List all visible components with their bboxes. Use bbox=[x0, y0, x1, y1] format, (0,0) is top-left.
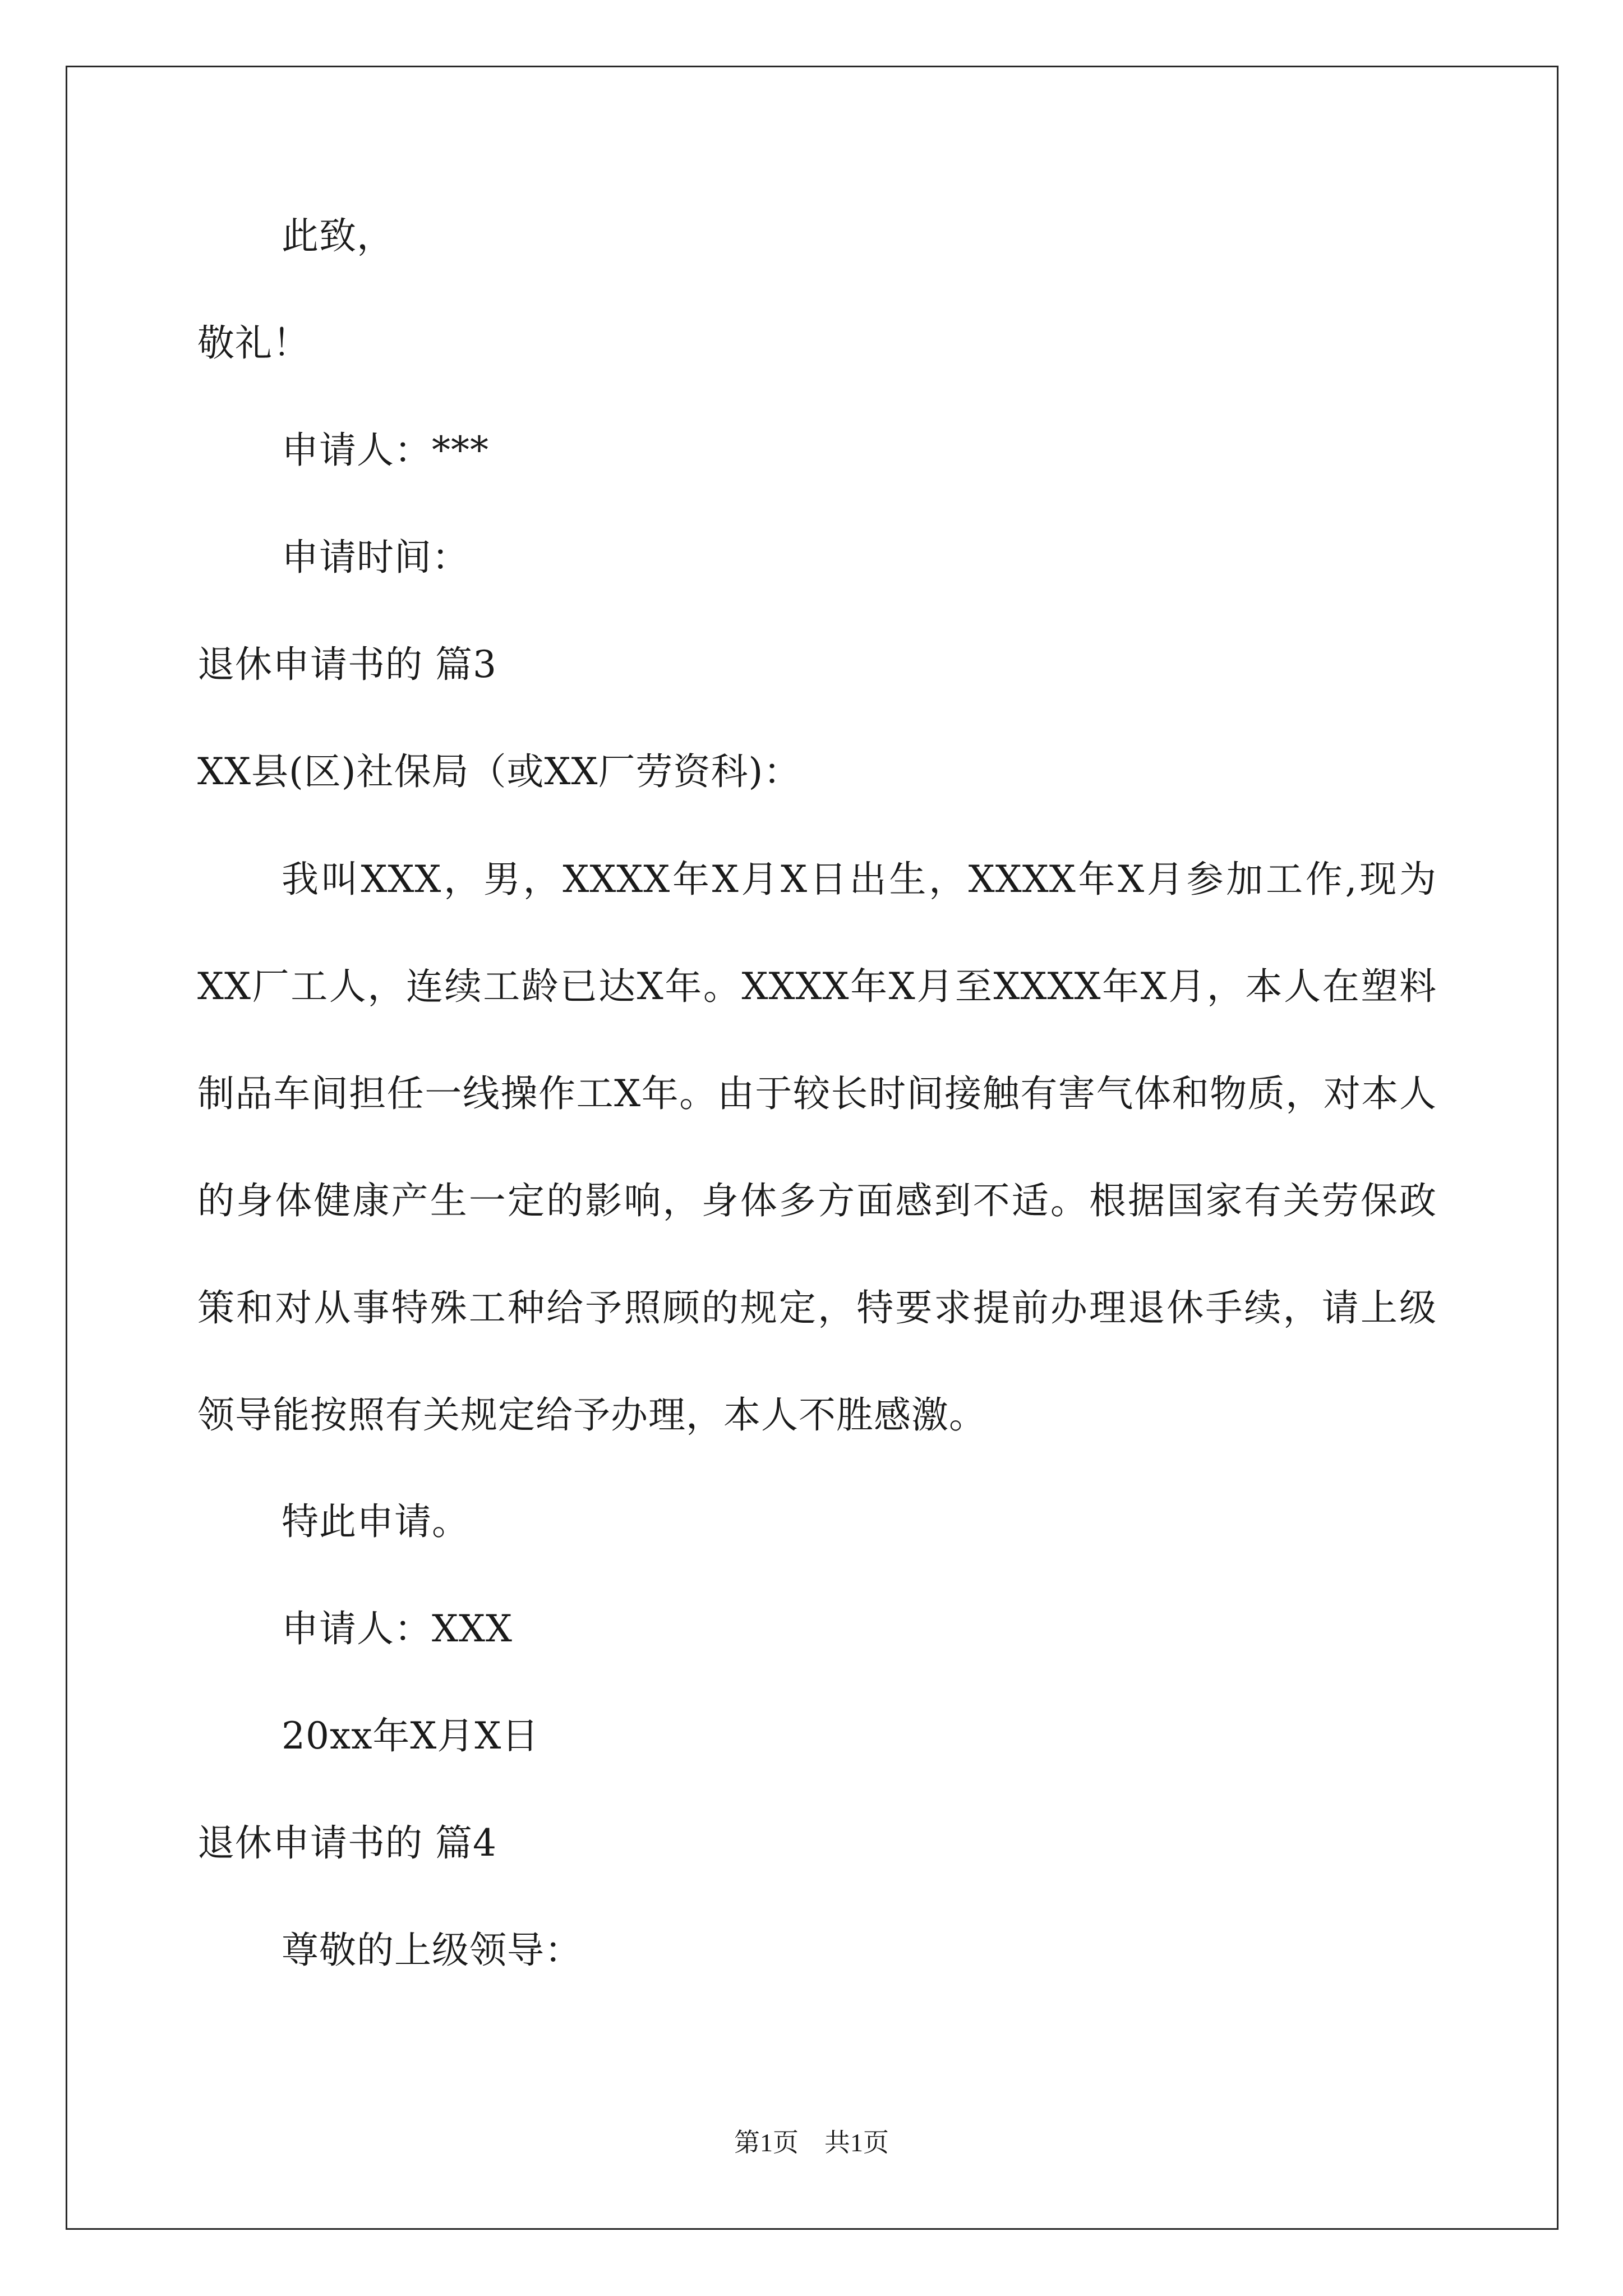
body-paragraph: 我叫XXX，男，XXXX年X月X日出生，XXXX年X月参加工作,现为XX厂工人，连续工龄已达X年。XXXX年X月至XXXX年X月，本人在塑料制品车间担任一线操作工X年。由于较长时间接触有害气体和物质，对本人的身体健康产生一定的影响，身体多方面感到不适。根据国家有关劳保政策和对从事特殊工种给予照顾的规定，特要求提前办理退休手续，请上级领导能按照有关规定给予办理，本人不胜感激。 bbox=[197, 858, 1437, 1437]
applicant-signature-line: 申请人：XXX bbox=[282, 1607, 513, 1650]
section-heading-3: 退休申请书的 篇3 bbox=[197, 643, 497, 686]
applicant-line: 申请人：*** bbox=[282, 429, 489, 472]
salutation-line: 此致， bbox=[282, 214, 394, 257]
greeting-line: 尊敬的上级领导： bbox=[282, 1929, 582, 1972]
addressee-line: XX县(区)社保局（或XX厂劳资科)： bbox=[197, 750, 801, 793]
application-date-line: 申请时间： bbox=[282, 536, 469, 579]
section-heading-4: 退休申请书的 篇4 bbox=[197, 1821, 497, 1865]
page-number-footer: 第1页 共1页 bbox=[734, 2128, 889, 2157]
closing-request-line: 特此申请。 bbox=[282, 1500, 469, 1543]
respect-line: 敬礼！ bbox=[197, 321, 310, 365]
document-body bbox=[197, 214, 1437, 2039]
date-line: 20xx年X月X日 bbox=[282, 1714, 540, 1757]
